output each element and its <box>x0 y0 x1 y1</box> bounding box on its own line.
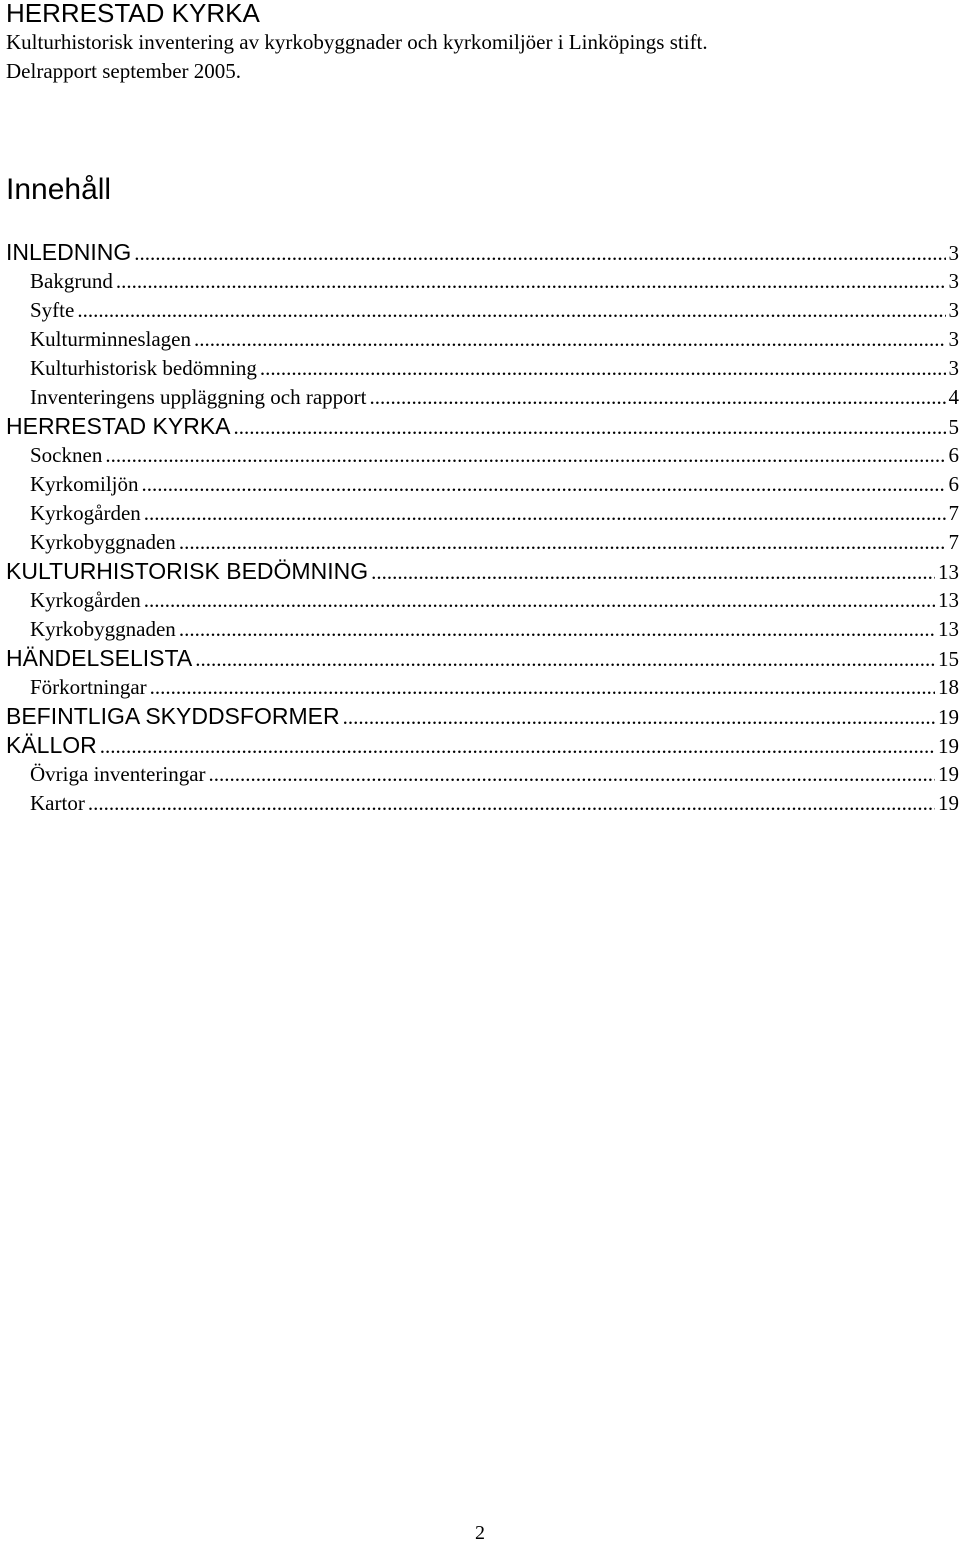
toc-entry-label: Socknen <box>30 443 103 467</box>
toc-entry-page: 13 <box>938 617 959 641</box>
toc-dot-leader <box>195 645 935 673</box>
toc-entry-label: Kyrkobyggnaden <box>30 617 176 641</box>
toc-entry-label: Kyrkogården <box>30 501 141 525</box>
toc-entry-page: 19 <box>938 791 959 815</box>
toc-entry-label: INLEDNING <box>6 239 132 265</box>
toc-entry[interactable] <box>6 383 959 412</box>
toc-dot-leader <box>144 586 935 615</box>
toc-entry-page: 3 <box>948 327 959 351</box>
toc-entry[interactable] <box>6 238 959 267</box>
toc-entry-label: Kulturminneslagen <box>30 327 191 351</box>
toc-entry[interactable] <box>6 557 959 586</box>
toc-dot-leader <box>105 441 945 470</box>
toc-entry-label: Kartor <box>30 791 85 815</box>
toc-entry-page: 13 <box>938 560 959 584</box>
toc-entry-page: 3 <box>948 241 959 265</box>
toc-entry-label: KULTURHISTORISK BEDÖMNING <box>6 558 369 584</box>
toc-entry-page: 4 <box>948 385 959 409</box>
toc-entry-label: Bakgrund <box>30 269 113 293</box>
toc-dot-leader <box>234 413 946 441</box>
toc-entry-page: 15 <box>938 647 959 671</box>
document-subtitle-line-2: Delrapport september 2005. <box>6 59 242 83</box>
toc-entry-label: Övriga inventeringar <box>30 762 206 786</box>
toc-dot-leader <box>142 470 946 499</box>
toc-entry[interactable] <box>6 441 959 470</box>
toc-entry[interactable] <box>6 412 959 441</box>
toc-dot-leader <box>209 760 935 789</box>
toc-entry-page: 13 <box>938 588 959 612</box>
toc-dot-leader <box>100 732 935 760</box>
toc-dot-leader <box>77 296 945 325</box>
toc-dot-leader <box>88 789 935 818</box>
page-number: 2 <box>475 1522 485 1544</box>
toc-entry-page: 7 <box>948 501 959 525</box>
toc-entry[interactable] <box>6 760 959 789</box>
toc-entry[interactable] <box>6 296 959 325</box>
toc-entry-page: 19 <box>938 705 959 729</box>
toc-entry-page: 19 <box>938 734 959 758</box>
toc-dot-leader <box>371 558 935 586</box>
toc-dot-leader <box>260 354 946 383</box>
toc-entry[interactable] <box>6 354 959 383</box>
toc-dot-leader <box>194 325 946 354</box>
toc-entry-label: KÄLLOR <box>6 732 97 758</box>
document-header <box>6 0 956 86</box>
toc-entry[interactable] <box>6 528 959 557</box>
toc-entry-label: HERRESTAD KYRKA <box>6 413 231 439</box>
toc-entry[interactable] <box>6 325 959 354</box>
toc-entry-page: 7 <box>948 530 959 554</box>
toc-dot-leader <box>179 528 946 557</box>
toc-dot-leader <box>343 703 935 731</box>
toc-entry-page: 18 <box>938 675 959 699</box>
toc-entry-page: 3 <box>948 269 959 293</box>
toc-entry-label: Syfte <box>30 298 75 322</box>
toc-entry[interactable] <box>6 731 959 760</box>
toc-entry-label: Kyrkomiljön <box>30 472 139 496</box>
document-title: HERRESTAD KYRKA <box>6 0 260 28</box>
toc-entry[interactable] <box>6 267 959 296</box>
toc-entry-page: 6 <box>948 443 959 467</box>
toc-dot-leader <box>116 267 946 296</box>
toc-dot-leader <box>144 499 946 528</box>
toc-entry-page: 3 <box>948 356 959 380</box>
toc-entry[interactable] <box>6 644 959 673</box>
toc-entry[interactable] <box>6 470 959 499</box>
toc-entry-label: Kulturhistorisk bedömning <box>30 356 257 380</box>
toc-dot-leader <box>179 615 935 644</box>
toc-entry-label: Kyrkogården <box>30 588 141 612</box>
toc-dot-leader <box>134 239 945 267</box>
toc-entry[interactable] <box>6 702 959 731</box>
document-subtitle-line-1: Kulturhistorisk inventering av kyrkobyggnader och kyrkomiljöer i Linköpings stift. <box>6 30 708 54</box>
toc-entry-label: BEFINTLIGA SKYDDSFORMER <box>6 703 340 729</box>
toc-dot-leader <box>370 383 946 412</box>
toc-entry[interactable] <box>6 586 959 615</box>
toc-entry-page: 5 <box>948 415 959 439</box>
toc-entry-label: HÄNDELSELISTA <box>6 645 193 671</box>
toc-entry-label: Inventeringens uppläggning och rapport <box>30 385 367 409</box>
toc-entry-page: 6 <box>948 472 959 496</box>
toc-dot-leader <box>150 673 935 702</box>
toc-entry-label: Förkortningar <box>30 675 147 699</box>
toc-heading: Innehåll <box>6 173 112 206</box>
toc-entry-page: 19 <box>938 762 959 786</box>
toc-entry[interactable] <box>6 615 959 644</box>
toc-entry-label: Kyrkobyggnaden <box>30 530 176 554</box>
table-of-contents <box>6 238 959 818</box>
toc-entry[interactable] <box>6 499 959 528</box>
toc-entry[interactable] <box>6 673 959 702</box>
toc-entry[interactable] <box>6 789 959 818</box>
toc-entry-page: 3 <box>948 298 959 322</box>
